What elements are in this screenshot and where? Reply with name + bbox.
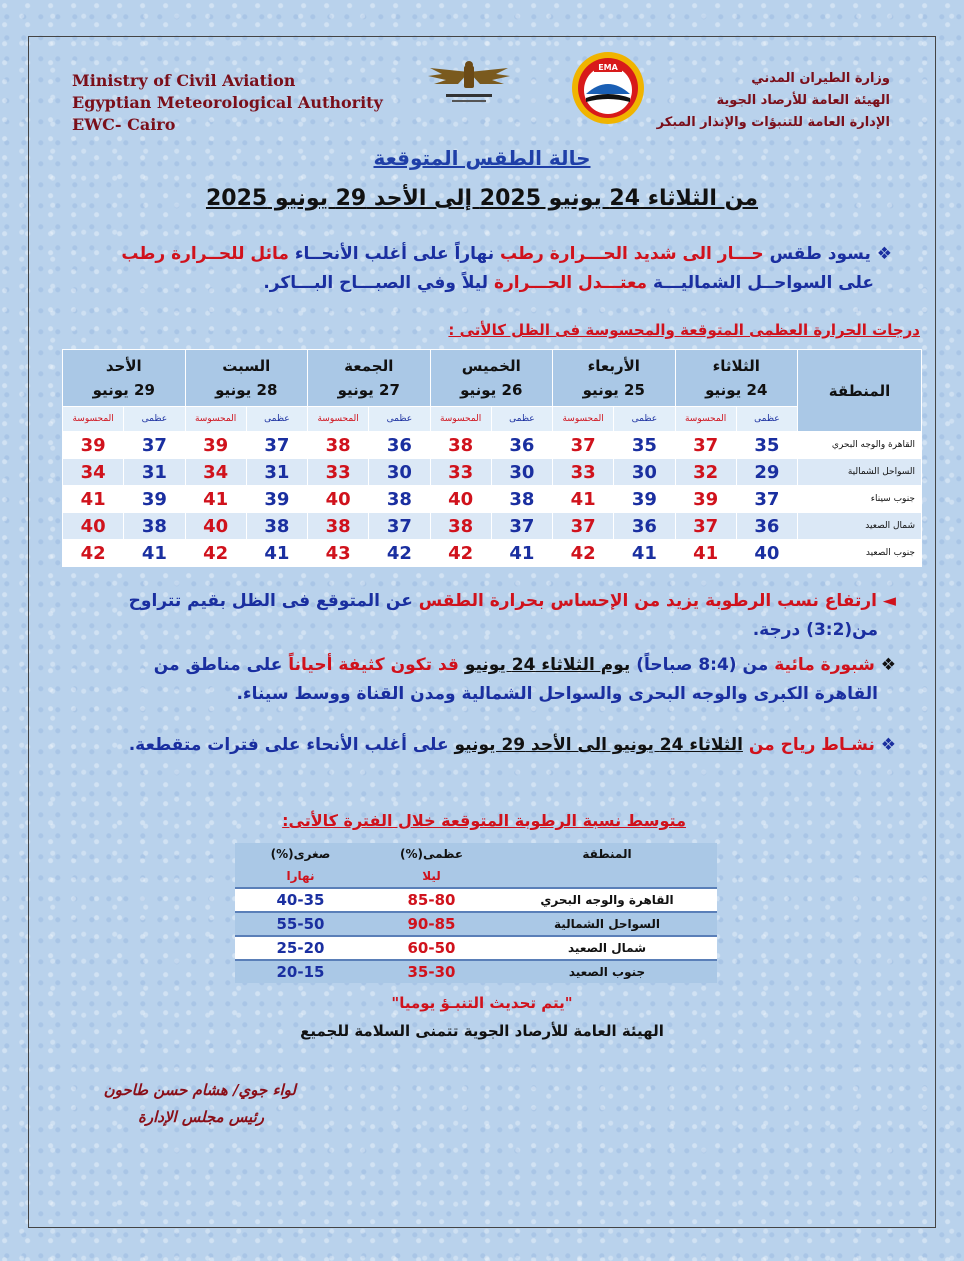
feel-temp-cell: 40 xyxy=(430,486,491,513)
feel-temp-cell: 40 xyxy=(63,513,124,540)
day-header: الخميس 26 يونيو xyxy=(430,350,553,407)
feel-temp-cell: 42 xyxy=(63,540,124,567)
table-row xyxy=(63,459,922,486)
table-row xyxy=(235,936,717,960)
arabic-org-block xyxy=(590,68,890,134)
feel-temp-cell: 34 xyxy=(63,459,124,486)
feel-temp-cell: 37 xyxy=(675,432,736,459)
table-header-days xyxy=(63,350,922,407)
feel-temp-cell: 39 xyxy=(63,432,124,459)
hum-max-cell: 35-30 xyxy=(366,960,497,983)
region-name: السواحل الشمالية xyxy=(798,459,922,486)
hum-min-cell: 25-20 xyxy=(235,936,366,960)
max-temp-cell: 37 xyxy=(246,432,307,459)
feel-temp-cell: 39 xyxy=(185,432,246,459)
feel-subheader: المحسوسة xyxy=(675,407,736,432)
feel-temp-cell: 42 xyxy=(430,540,491,567)
max-subheader: عظمى xyxy=(614,407,675,432)
max-temp-cell: 38 xyxy=(246,513,307,540)
table-row xyxy=(63,432,922,459)
summary-paragraph: ❖ يسود طقس حـــار الى شديد الحـــرارة رطب نهاراً على أغلب الأنحــاء مائل للحــرارة رطب على السواحــل الشماليـــة معتـــدل الحـــرارة ليلاً وفي الصبـــاح البـــاكر. xyxy=(121,244,892,293)
day-header: الأربعاء 25 يونيو xyxy=(553,350,676,407)
hum-region-name: السواحل الشمالية xyxy=(497,912,717,936)
max-temp-cell: 36 xyxy=(614,513,675,540)
max-subheader: عظمى xyxy=(736,407,797,432)
hum-min-cell: 20-15 xyxy=(235,960,366,983)
feel-subheader: المحسوسة xyxy=(308,407,369,432)
feel-temp-cell: 37 xyxy=(675,513,736,540)
hum-max-subheader: ليلا xyxy=(366,865,497,888)
humidity-note: ◄ ارتفاع نسب الرطوبة يزيد من الإحساس بحرارة الطقس عن المتوقع فى الظل بقيم تتراوح من(3:2) درجة. xyxy=(128,591,896,640)
forecast-period: من الثلاثاء 24 يونيو 2025 إلى الأحد 29 يونيو 2025 xyxy=(205,186,759,211)
humidity-heading: متوسط نسبة الرطوبة المتوقعة خلال الفترة كالأتى: xyxy=(282,811,686,830)
max-temp-cell: 30 xyxy=(614,459,675,486)
signer-title: رئيس مجلس الإدارة xyxy=(138,1108,264,1126)
ministry-name-ar: وزارة الطيران المدني xyxy=(751,71,890,86)
feel-temp-cell: 40 xyxy=(308,486,369,513)
feel-temp-cell: 38 xyxy=(308,513,369,540)
hum-max-cell: 60-50 xyxy=(366,936,497,960)
max-temp-cell: 39 xyxy=(246,486,307,513)
bullet-icon: ❖ xyxy=(880,655,896,675)
signer-name: لواء جوي/ هشام حسن طاحون xyxy=(103,1081,296,1099)
authority-name-en: Egyptian Meteorological Authority xyxy=(72,93,383,112)
temperature-table xyxy=(62,349,922,567)
temps-heading: درجات الحرارة العظمى المتوقعة والمحسوسة فى الظل كالأتى : xyxy=(448,321,920,339)
feel-temp-cell: 33 xyxy=(430,459,491,486)
table-row xyxy=(235,912,717,936)
bullet-icon: ❖ xyxy=(876,244,892,264)
hum-region-header: المنطقة xyxy=(497,843,717,888)
max-subheader: عظمى xyxy=(491,407,552,432)
hum-min-header: صغرى(%) xyxy=(235,843,366,865)
max-temp-cell: 35 xyxy=(614,432,675,459)
region-header: المنطقة xyxy=(798,350,922,432)
max-temp-cell: 30 xyxy=(491,459,552,486)
table-header-subcols xyxy=(63,407,922,432)
feel-temp-cell: 32 xyxy=(675,459,736,486)
day-header: الثلاثاء 24 يونيو xyxy=(675,350,798,407)
page-title: حالة الطقس المتوقعة xyxy=(373,146,591,170)
fog-note: ❖ شبورة مائية من (8:4 صباحاً) يوم الثلاثاء 24 يونيو قد تكون كثيفة أحياناً على مناطق من القاهرة الكبرى والوجه البحرى والسواحل الشمالية ومدن القناة ووسط سيناء. xyxy=(153,655,896,704)
max-temp-cell: 36 xyxy=(736,513,797,540)
max-temp-cell: 35 xyxy=(736,432,797,459)
feel-temp-cell: 34 xyxy=(185,459,246,486)
hum-min-subheader: نهارا xyxy=(235,865,366,888)
max-temp-cell: 41 xyxy=(614,540,675,567)
center-name-ar: الإدارة العامة للتنبؤات والإنذار المبكر xyxy=(656,115,890,130)
region-name: جنوب الصعيد xyxy=(798,540,922,567)
hum-min-cell: 55-50 xyxy=(235,912,366,936)
max-temp-cell: 39 xyxy=(614,486,675,513)
max-subheader: عظمى xyxy=(124,407,185,432)
table-row xyxy=(235,888,717,912)
center-name-en: EWC- Cairo xyxy=(72,115,176,134)
feel-subheader: المحسوسة xyxy=(63,407,124,432)
wishes-line: الهيئة العامة للأرصاد الجوية تتمنى السلامة للجميع xyxy=(300,1022,664,1040)
max-temp-cell: 41 xyxy=(124,540,185,567)
max-temp-cell: 36 xyxy=(491,432,552,459)
feel-temp-cell: 40 xyxy=(185,513,246,540)
region-name: شمال الصعيد xyxy=(798,513,922,540)
feel-temp-cell: 38 xyxy=(308,432,369,459)
feel-temp-cell: 38 xyxy=(430,432,491,459)
max-subheader: عظمى xyxy=(246,407,307,432)
feel-subheader: المحسوسة xyxy=(185,407,246,432)
max-temp-cell: 31 xyxy=(124,459,185,486)
feel-temp-cell: 37 xyxy=(553,513,614,540)
feel-temp-cell: 38 xyxy=(430,513,491,540)
table-row xyxy=(235,960,717,983)
max-temp-cell: 37 xyxy=(736,486,797,513)
feel-subheader: المحسوسة xyxy=(553,407,614,432)
feel-temp-cell: 33 xyxy=(308,459,369,486)
table-row xyxy=(63,486,922,513)
hum-max-cell: 85-80 xyxy=(366,888,497,912)
max-temp-cell: 39 xyxy=(124,486,185,513)
hum-min-cell: 40-35 xyxy=(235,888,366,912)
ema-logo-text: EMA xyxy=(598,63,618,72)
feel-temp-cell: 43 xyxy=(308,540,369,567)
max-temp-cell: 41 xyxy=(491,540,552,567)
max-temp-cell: 41 xyxy=(246,540,307,567)
max-temp-cell: 29 xyxy=(736,459,797,486)
hum-max-header: عظمى(%) xyxy=(366,843,497,865)
day-header: السبت 28 يونيو xyxy=(185,350,308,407)
region-name: جنوب سيناء xyxy=(798,486,922,513)
max-temp-cell: 42 xyxy=(369,540,430,567)
feel-temp-cell: 41 xyxy=(675,540,736,567)
max-temp-cell: 37 xyxy=(369,513,430,540)
bullet-icon: ❖ xyxy=(880,735,896,755)
max-temp-cell: 30 xyxy=(369,459,430,486)
feel-temp-cell: 41 xyxy=(553,486,614,513)
hum-max-cell: 90-85 xyxy=(366,912,497,936)
max-temp-cell: 31 xyxy=(246,459,307,486)
feel-temp-cell: 42 xyxy=(185,540,246,567)
hum-region-name: القاهرة والوجه البحري xyxy=(497,888,717,912)
feel-subheader: المحسوسة xyxy=(430,407,491,432)
hum-region-name: شمال الصعيد xyxy=(497,936,717,960)
humidity-table xyxy=(235,843,717,983)
max-temp-cell: 37 xyxy=(491,513,552,540)
aviation-eagle-logo xyxy=(424,58,514,118)
max-temp-cell: 38 xyxy=(369,486,430,513)
authority-name-ar: الهيئة العامة للأرصاد الجوية xyxy=(716,93,890,108)
ministry-name-en: Ministry of Civil Aviation xyxy=(72,71,296,90)
feel-temp-cell: 37 xyxy=(553,432,614,459)
table-row xyxy=(63,513,922,540)
day-header: الأحد 29 يونيو xyxy=(63,350,186,407)
max-temp-cell: 37 xyxy=(124,432,185,459)
feel-temp-cell: 39 xyxy=(675,486,736,513)
max-temp-cell: 40 xyxy=(736,540,797,567)
feel-temp-cell: 41 xyxy=(185,486,246,513)
arrow-left-icon: ◄ xyxy=(882,591,896,611)
feel-temp-cell: 41 xyxy=(63,486,124,513)
max-temp-cell: 36 xyxy=(369,432,430,459)
update-note: "يتم تحديث التنبـؤ يوميا" xyxy=(391,994,573,1012)
feel-temp-cell: 42 xyxy=(553,540,614,567)
feel-temp-cell: 33 xyxy=(553,459,614,486)
english-org-block xyxy=(72,70,383,136)
day-header: الجمعة 27 يونيو xyxy=(308,350,431,407)
hum-region-name: جنوب الصعيد xyxy=(497,960,717,983)
max-subheader: عظمى xyxy=(369,407,430,432)
wind-note: ❖ نشـاط رياح من الثلاثاء 24 يونيو الى الأحد 29 يونيو على أغلب الأنحاء على فترات متقطعة. xyxy=(128,735,896,755)
region-name: القاهرة والوجه البحري xyxy=(798,432,922,459)
table-row xyxy=(63,540,922,567)
max-temp-cell: 38 xyxy=(124,513,185,540)
max-temp-cell: 38 xyxy=(491,486,552,513)
